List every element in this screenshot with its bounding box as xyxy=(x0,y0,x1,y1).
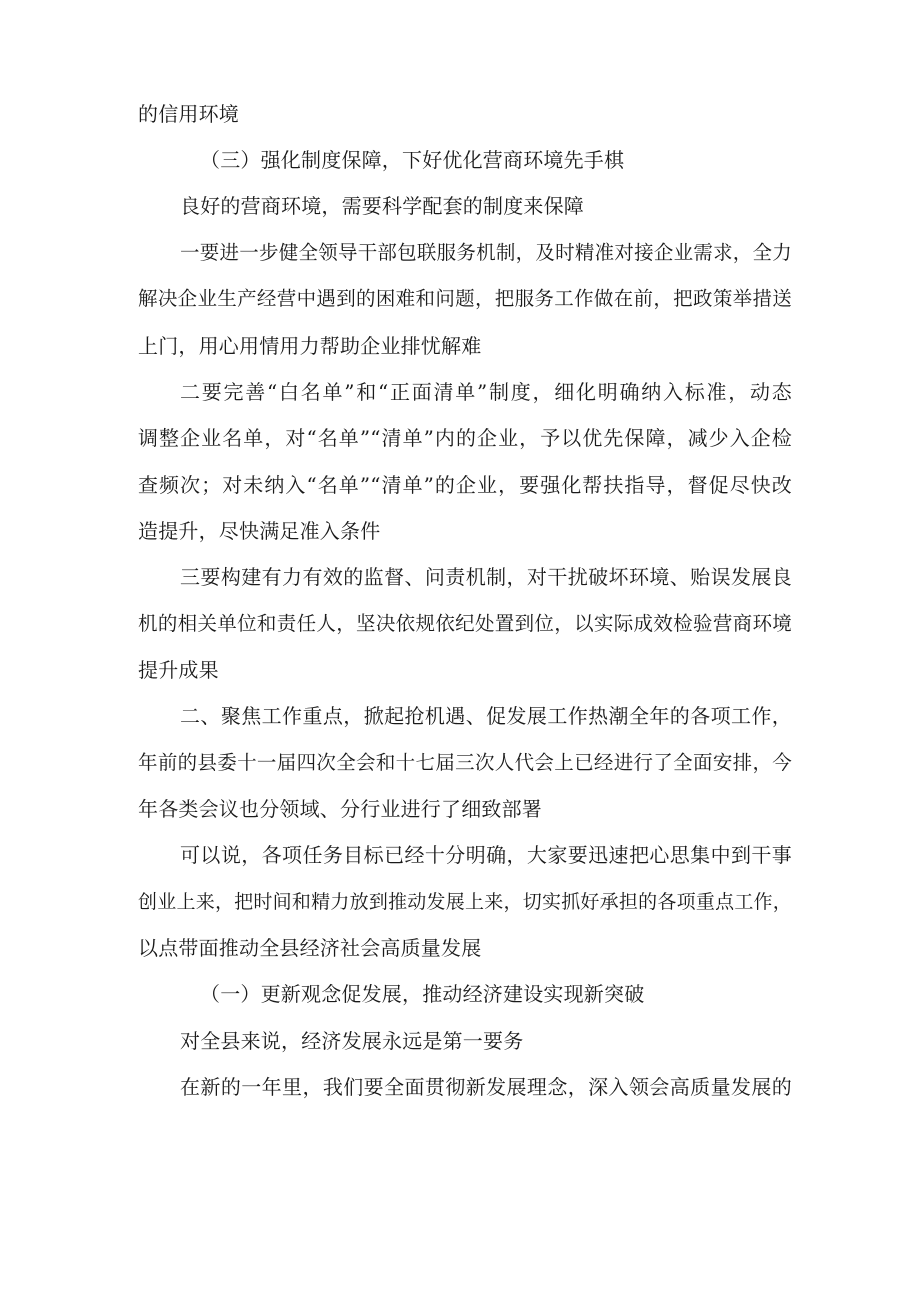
paragraph-line: 以点带面推动全县经济社会高质量发展 xyxy=(138,936,482,960)
paragraph-line: 三要构建有力有效的监督、问责机制，对干扰破坏环境、贻误发展良 xyxy=(180,565,792,589)
section-heading: （一）更新观念促发展，推动经济建设实现新突破 xyxy=(200,982,645,1006)
paragraph-line: 年前的县委十一届四次全会和十七届三次人代会上已经进行了全面安排，今 xyxy=(138,751,792,774)
paragraph-line: 一要进一步健全领导干部包联服务机制，及时精准对接企业需求，全力 xyxy=(180,241,792,264)
paragraph-line: 提升成果 xyxy=(138,658,219,682)
paragraph-line: 良好的营商环境，需要科学配套的制度来保障 xyxy=(180,194,584,218)
paragraph-line: 创业上来，把时间和精力放到推动发展上来，切实抓好承担的各项重点工作， xyxy=(138,891,792,913)
section-heading: 二、聚焦工作重点，掀起抢机遇、促发展工作热潮全年的各项工作， xyxy=(180,704,792,728)
paragraph-line: 二要完善“白名单”和“正面清单”制度，细化明确纳入标准，动态 xyxy=(180,380,792,404)
paragraph-line: 解决企业生产经营中遇到的困难和问题，把服务工作做在前，把政策举措送 xyxy=(138,287,792,310)
paragraph-line: 在新的一年里，我们要全面贯彻新发展理念，深入领会高质量发展的 xyxy=(180,1075,792,1099)
paragraph-line: 年各类会议也分领域、分行业进行了细致部署 xyxy=(138,797,542,821)
paragraph-line: 造提升，尽快满足准入条件 xyxy=(138,519,381,543)
section-heading: （三）强化制度保障，下好优化营商环境先手棋 xyxy=(200,148,625,172)
paragraph-line: 查频次；对未纳入“名单”“清单”的企业，要强化帮扶指导，督促尽快改 xyxy=(138,473,792,497)
paragraph-line: 对全县来说，经济发展永远是第一要务 xyxy=(180,1029,524,1053)
paragraph-line: 的信用环境 xyxy=(138,102,239,126)
paragraph-line: 调整企业名单，对“名单”“清单”内的企业，予以优先保障，减少入企检 xyxy=(138,426,792,450)
paragraph-line: 上门，用心用情用力帮助企业排忧解难 xyxy=(138,334,482,358)
paragraph-line: 机的相关单位和责任人，坚决依规依纪处置到位，以实际成效检验营商环境 xyxy=(138,612,792,635)
paragraph-line: 可以说，各项任务目标已经十分明确，大家要迅速把心思集中到干事 xyxy=(180,843,792,867)
